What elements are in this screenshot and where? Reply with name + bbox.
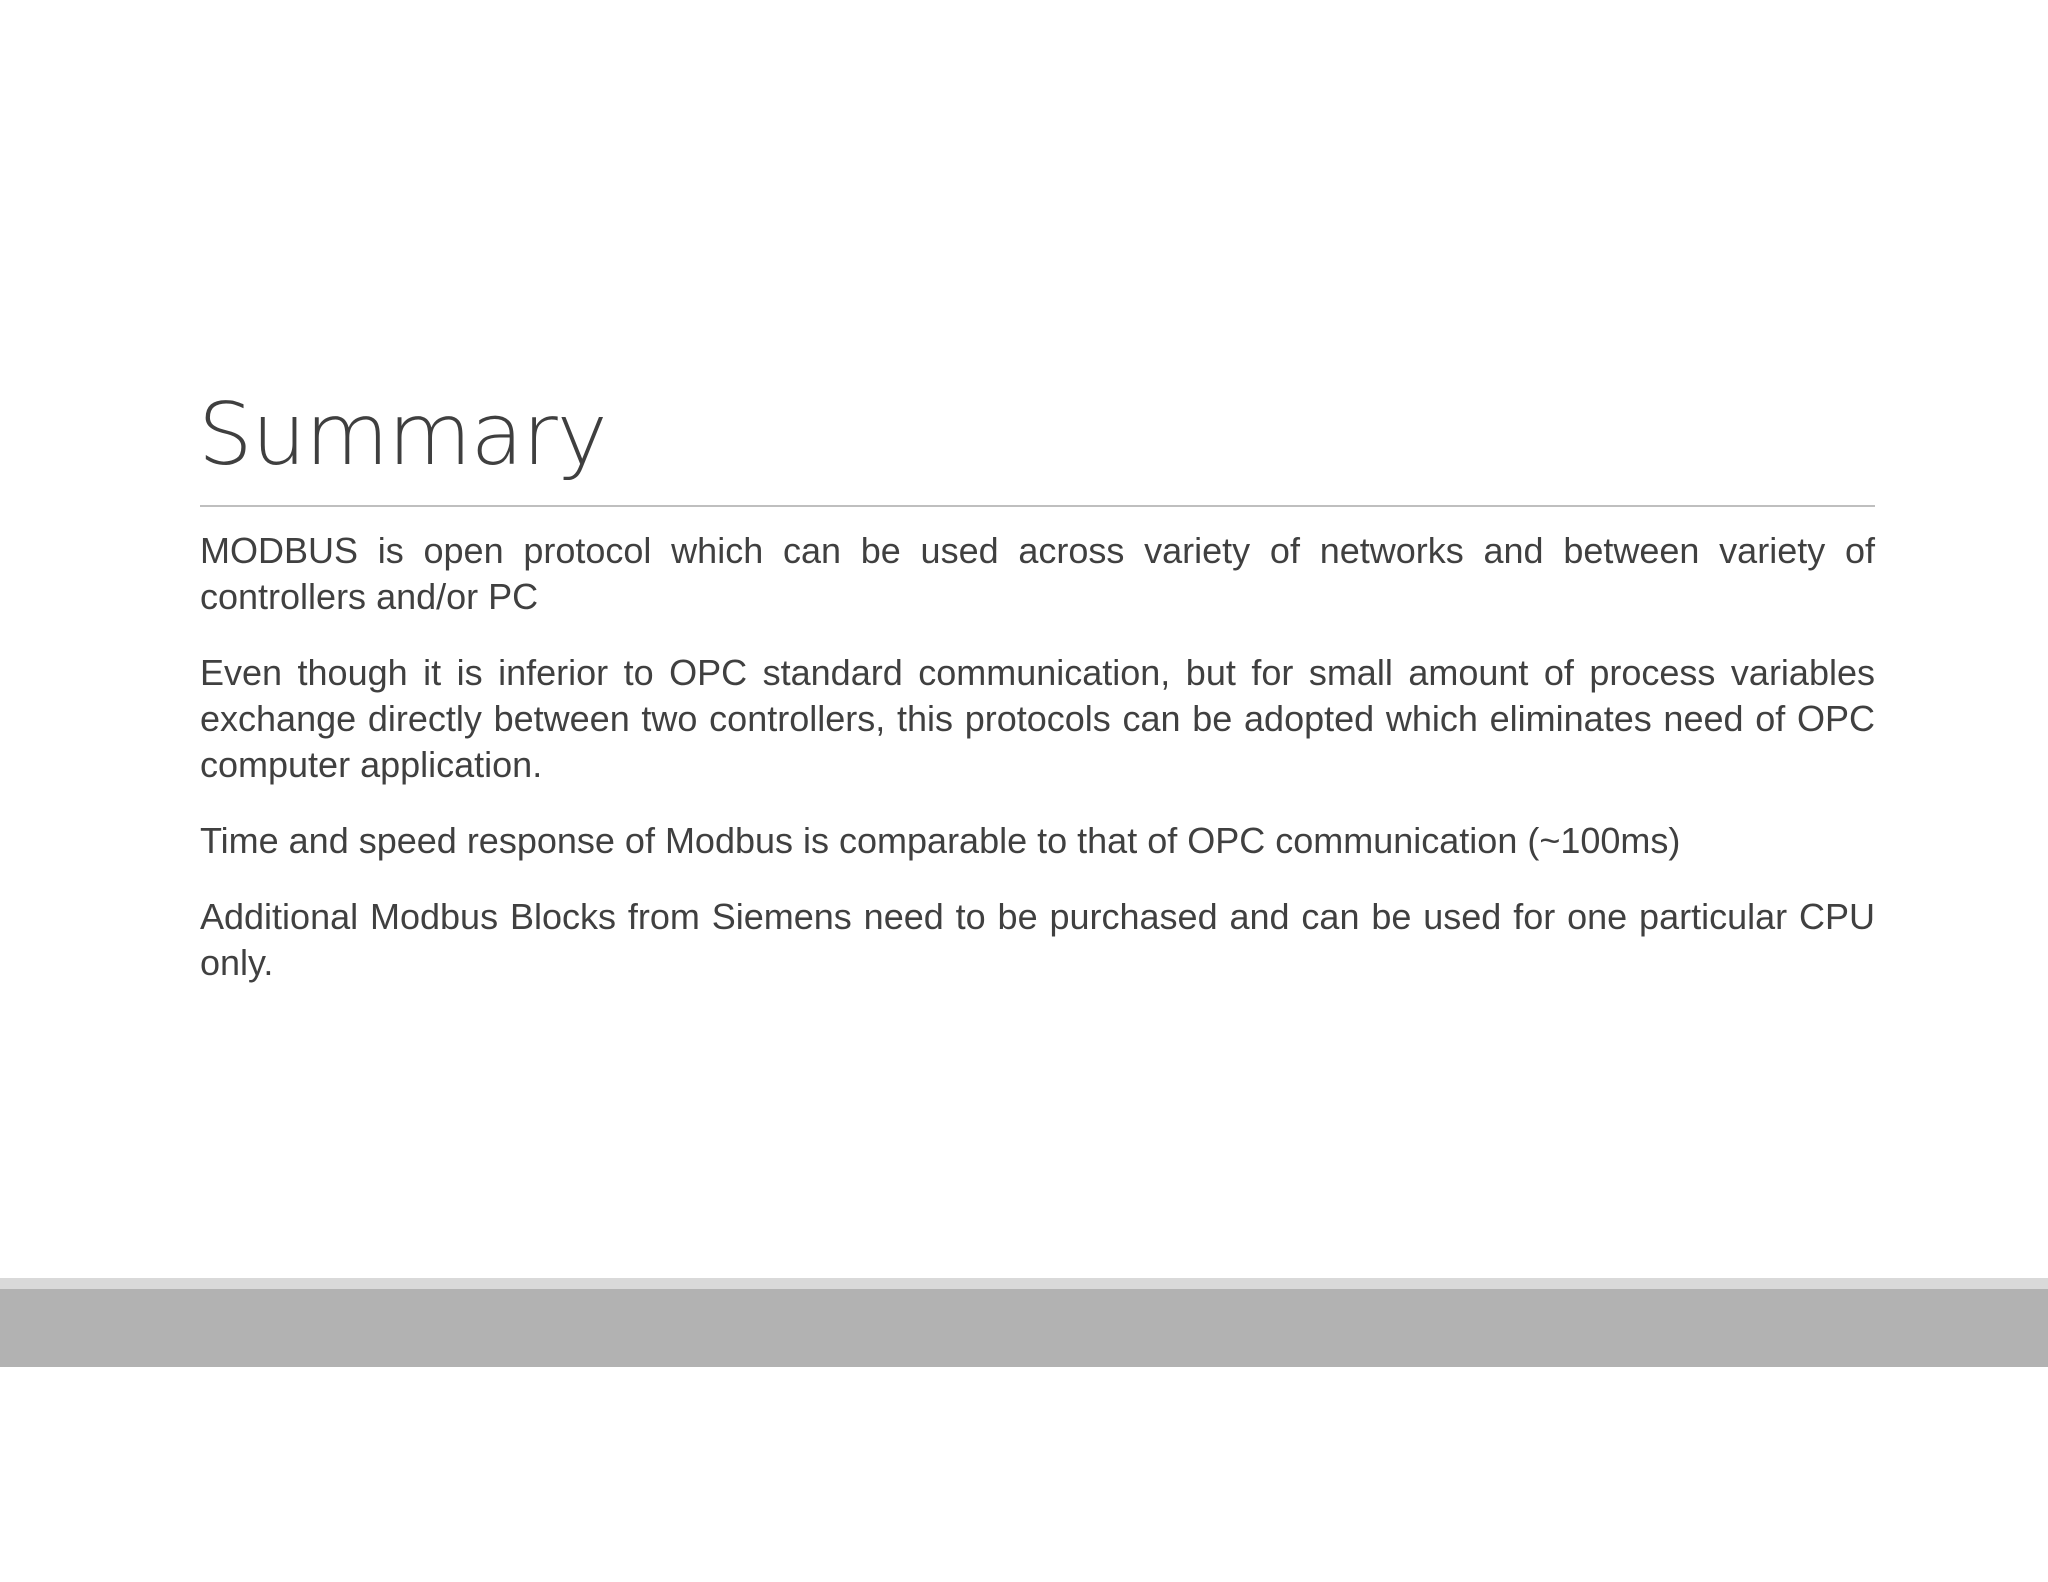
paragraph-response-time: Time and speed response of Modbus is comparable to that of OPC communication (~100ms) [200, 820, 1681, 861]
paragraph-modbus-open-protocol: MODBUS is open protocol which can be used across variety of networks and between variety of controllers and/or PC [200, 530, 1875, 617]
slide-title: Summary [198, 385, 607, 485]
title-divider [200, 505, 1875, 507]
paragraph-siemens-blocks: Additional Modbus Blocks from Siemens need to be purchased and can be used for one particular CPU only. [200, 896, 1875, 983]
footer-band-dark [0, 1289, 2048, 1367]
slide-body [200, 528, 1875, 1016]
footer-band-light [0, 1278, 2048, 1289]
paragraph-opc-comparison: Even though it is inferior to OPC standard communication, but for small amount of process variables exchange directly between two controllers, this protocols can be adopted which eliminates need of OPC computer application. [200, 652, 1875, 785]
